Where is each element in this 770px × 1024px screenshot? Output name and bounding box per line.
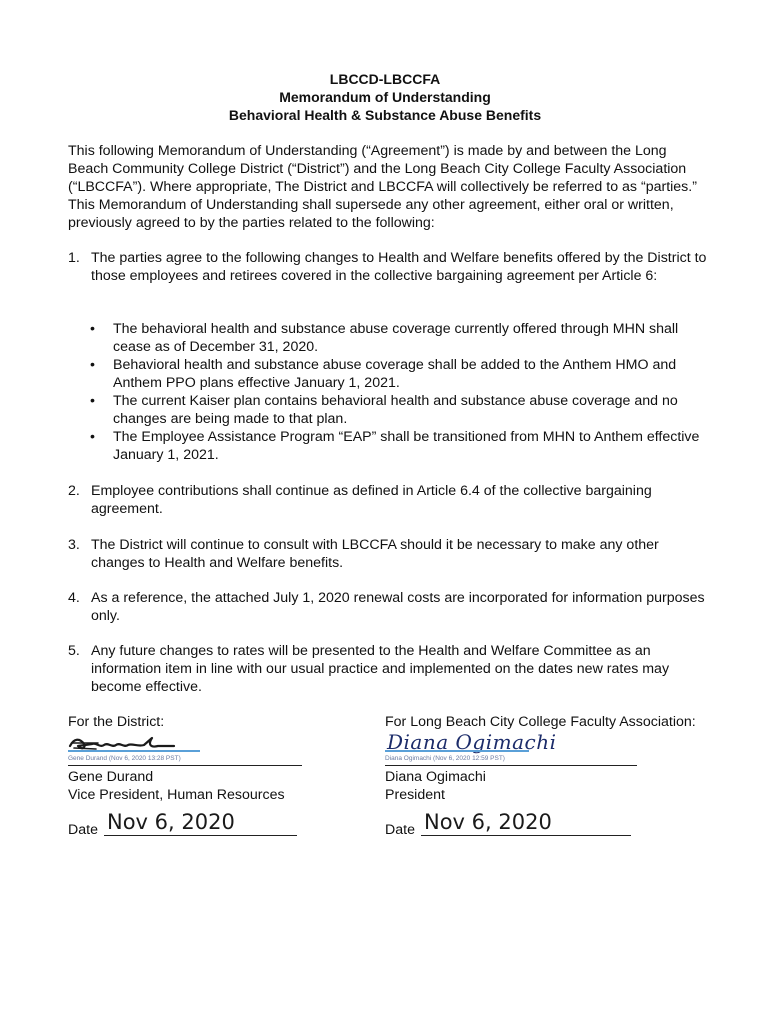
association-signer-title: President <box>385 787 445 803</box>
district-signer-title: Vice President, Human Resources <box>68 787 285 803</box>
bullet-icon: • <box>90 357 95 373</box>
intro-paragraph: This following Memorandum of Understanding (“Agreement”) is made by and between the Long Beach Community College District (“District”) and the Long Beach City College Faculty Association (“LBCCFA”). Where appropriate, The District and LBCCFA will collectively be referred to as “parties.” This Memorandum of Understanding shall supersede any other agreement, either oral or written, previously agreed to by the parties related to the following: <box>68 143 697 231</box>
association-date-value: Nov 6, 2020 <box>424 810 552 834</box>
association-heading: For Long Beach City College Faculty Association: <box>385 714 696 730</box>
bullet-icon: • <box>90 393 95 409</box>
bullet-icon: • <box>90 321 95 337</box>
association-date-label: Date <box>385 822 415 838</box>
district-heading: For the District: <box>68 714 165 730</box>
list-item <box>90 356 710 392</box>
association-signer-name: Diana Ogimachi <box>385 769 486 785</box>
association-signature-meta: Diana Ogimachi (Nov 6, 2020 12:59 PST) <box>385 755 505 762</box>
item-number: 4. <box>68 590 80 606</box>
district-date-label: Date <box>68 822 98 838</box>
association-signature-line <box>385 765 637 766</box>
document-title-line1: LBCCD-LBCCFA <box>329 71 441 87</box>
district-signature-line <box>68 765 302 766</box>
item-text: Any future changes to rates will be presented to the Health and Welfare Committee as an information item in line with our usual practice and implemented on the dates new rates may become effective. <box>91 643 670 695</box>
numbered-item-5 <box>68 642 708 696</box>
document-title-line3: Behavioral Health & Substance Abuse Benefits <box>228 107 542 123</box>
numbered-item-3 <box>68 536 708 572</box>
list-item <box>90 320 710 356</box>
bullet-text: Behavioral health and substance abuse coverage shall be added to the Anthem HMO and Anthem PPO plans effective January 1, 2021. <box>113 357 677 391</box>
item-number: 2. <box>68 483 80 499</box>
district-signature-meta: Gene Durand (Nov 6, 2020 13:28 PST) <box>68 755 181 762</box>
item-number: 3. <box>68 537 80 553</box>
association-date-line <box>421 835 631 836</box>
numbered-item-4 <box>68 589 708 625</box>
district-signature-underline <box>68 750 200 752</box>
district-signer-name: Gene Durand <box>68 769 154 785</box>
item-text: The District will continue to consult with LBCCFA should it be necessary to make any other changes to Health and Welfare benefits. <box>91 537 659 571</box>
association-signature-image: Diana Ogimachi <box>387 730 557 754</box>
numbered-item-1 <box>68 249 708 285</box>
district-date-line <box>104 835 297 836</box>
item-text: The parties agree to the following changes to Health and Welfare benefits offered by the District to those employees and retirees covered in the collective bargaining agreement per Article 6: <box>91 250 707 284</box>
bullet-text: The current Kaiser plan contains behavioral health and substance abuse coverage and no changes are being made to that plan. <box>113 393 678 427</box>
item-number: 1. <box>68 250 80 266</box>
list-item <box>90 392 710 428</box>
bullet-icon: • <box>90 429 95 445</box>
benefit-changes-list <box>90 320 710 464</box>
item-text: As a reference, the attached July 1, 2020 renewal costs are incorporated for information purposes only. <box>91 590 705 624</box>
list-item <box>90 428 710 464</box>
document-title-line2: Memorandum of Understanding <box>279 89 491 105</box>
bullet-text: The Employee Assistance Program “EAP” shall be transitioned from MHN to Anthem effective January 1, 2021. <box>113 429 700 463</box>
item-number: 5. <box>68 643 80 659</box>
numbered-item-2 <box>68 482 708 518</box>
item-text: Employee contributions shall continue as defined in Article 6.4 of the collective bargaining agreement. <box>91 483 652 517</box>
association-signature-underline <box>385 750 529 752</box>
bullet-text: The behavioral health and substance abuse coverage currently offered through MHN shall cease as of December 31, 2020. <box>113 321 679 355</box>
district-date-value: Nov 6, 2020 <box>107 810 235 834</box>
